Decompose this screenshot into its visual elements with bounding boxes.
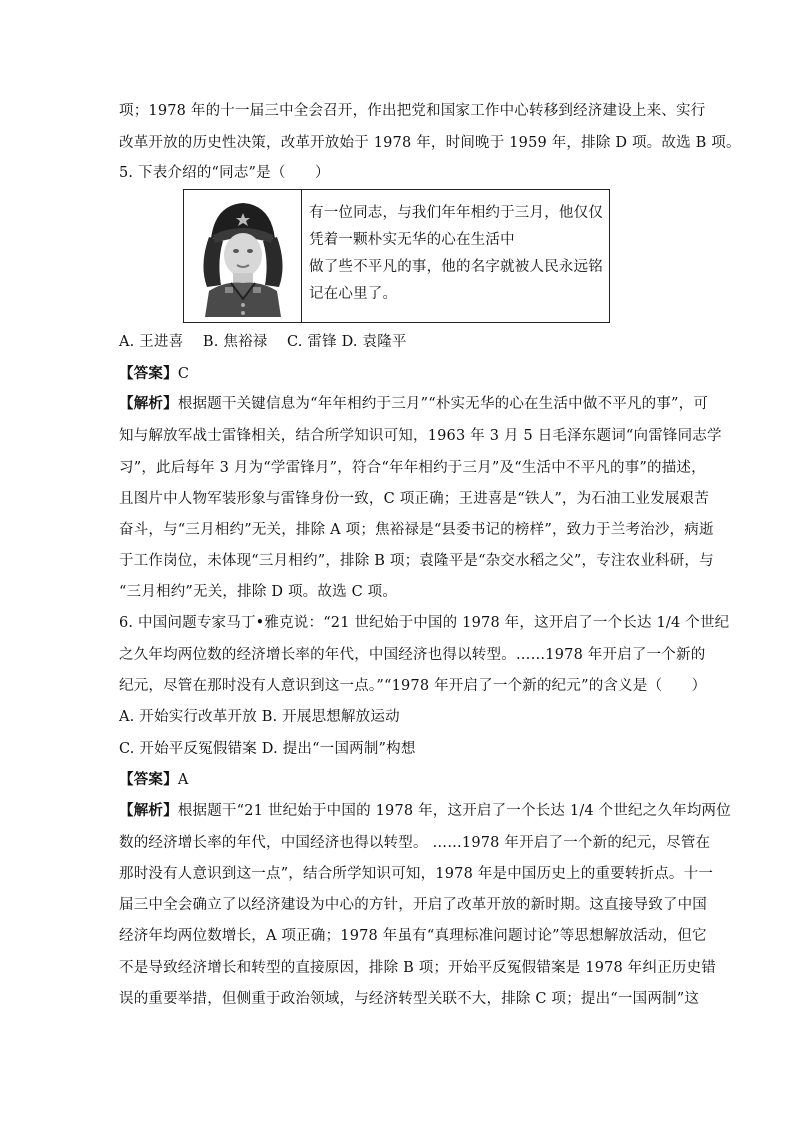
q6-stem-line-2: 之久年均两位数的经济增长率的年代，中国经济也得以转型。……1978 年开启了一个新的	[119, 647, 706, 663]
q6-analysis-text-1: 根据题干“21 世纪始于中国的 1978 年，这开启了一个长达 1/4 个世纪之久年均两位	[177, 803, 731, 819]
q6-analysis-line-2: 数的经济增长率的年代，中国经济也得以转型。 ……1978 年开启了一个新的纪元，尽管在	[119, 835, 711, 851]
q5-info-table	[183, 189, 610, 323]
intro-line-2: 改革开放的历史性决策，改革开放始于 1978 年，时间晚于 1959 年，排除 D 项。故选 B 项。	[119, 135, 741, 151]
q6-stem-line-1: 6. 中国问题专家马丁•雅克说：“21 世纪始于中国的 1978 年，这开启了一个长达 1/4 个世纪	[119, 615, 730, 631]
q5-analysis-text-1: 根据题干关键信息为“年年相约于三月”“朴实无华的心在生活中做不平凡的事”，可	[177, 396, 709, 412]
q5-answer	[119, 364, 679, 384]
q5-analysis-line-7: “三月相约”无关，排除 D 项。故选 C 项。	[119, 584, 398, 600]
q6-answer-tag: 【答案】	[119, 771, 178, 788]
q5-description-line-4: 记在心里了。	[309, 286, 398, 302]
q5-analysis-line-2: 知与解放军战士雷锋相关，结合所学知识可知，1963 年 3 月 5 日毛泽东题词“向雷锋同志学	[119, 428, 722, 444]
q5-analysis-line-4: 且图片中人物军装形象与雷锋身份一致，C 项正确；王进喜是“铁人”，为石油工业发展艰苦	[119, 491, 709, 507]
q5-analysis-tag: 【解析】	[119, 395, 178, 412]
q6-stem-line-3: 纪元，尽管在那时没有人意识到这一点。”“1978 年开启了一个新的纪元”的含义是（ ）	[119, 678, 707, 694]
q6-answer	[119, 770, 679, 790]
q6-options-line-2: C. 开始平反冤假错案 D. 提出“一国两制”构想	[119, 741, 416, 757]
q6-answer-value: A	[177, 772, 189, 788]
q5-description-line-1: 有一位同志，与我们年年相约于三月，他仅仅	[309, 205, 603, 221]
intro-line-1: 项；1978 年的十一届三中全会召开，作出把党和国家工作中心转移到经济建设上来、实行	[119, 103, 706, 119]
q5-description-line-2: 凭着一颗朴实无华的心在生活中	[309, 232, 515, 248]
soldier-portrait-photo	[187, 195, 299, 317]
q5-answer-tag: 【答案】	[119, 365, 178, 382]
q5-analysis-line-6: 于工作岗位，未体现“三月相约”，排除 B 项；袁隆平是“杂交水稻之父”，专注农业科研，与	[119, 553, 714, 569]
q6-analysis-tag: 【解析】	[119, 802, 178, 819]
q5-photo-cell	[184, 190, 302, 322]
q5-options: A. 王进喜 B. 焦裕禄 C. 雷锋 D. 袁隆平	[119, 334, 407, 350]
q6-options-line-1: A. 开始实行改革开放 B. 开展思想解放运动	[119, 709, 400, 725]
q5-answer-value: C	[177, 366, 190, 382]
q6-analysis-line-6: 不是导致经济增长和转型的直接原因，排除 B 项；开始平反冤假错案是 1978 年纠正历史错	[119, 960, 716, 976]
q5-description-cell	[302, 190, 609, 322]
q6-analysis-line-1	[119, 801, 731, 821]
q6-analysis-line-4: 届三中全会确立了以经济建设为中心的方针，开启了改革开放的新时期。这直接导致了中国	[119, 897, 707, 913]
q6-analysis-line-7: 误的重要举措，但侧重于政治领域，与经济转型关联不大，排除 C 项；提出“一国两制”这	[119, 991, 700, 1007]
q5-description-line-3: 做了些不平凡的事，他的名字就被人民永远铭	[309, 259, 603, 275]
q6-analysis-line-3: 那时没有人意识到这一点”，结合所学知识可知，1978 年是中国历史上的重要转折点。十一	[119, 866, 714, 882]
q5-stem: 5. 下表介绍的“同志”是（ ）	[119, 165, 330, 181]
q5-analysis-line-5: 奋斗，与“三月相约”无关，排除 A 项；焦裕禄是“县委书记的榜样”，致力于兰考治沙，病逝	[119, 522, 714, 538]
q6-analysis-line-5: 经济年均两位数增长，A 项正确；1978 年虽有“真理标准问题讨论”等思想解放活动，但它	[119, 928, 707, 944]
q5-analysis-line-1	[119, 394, 709, 414]
q5-analysis-line-3: 习”，此后每年 3 月为“学雷锋月”，符合“年年相约于三月”及“生活中不平凡的事”的描述，	[119, 460, 706, 476]
